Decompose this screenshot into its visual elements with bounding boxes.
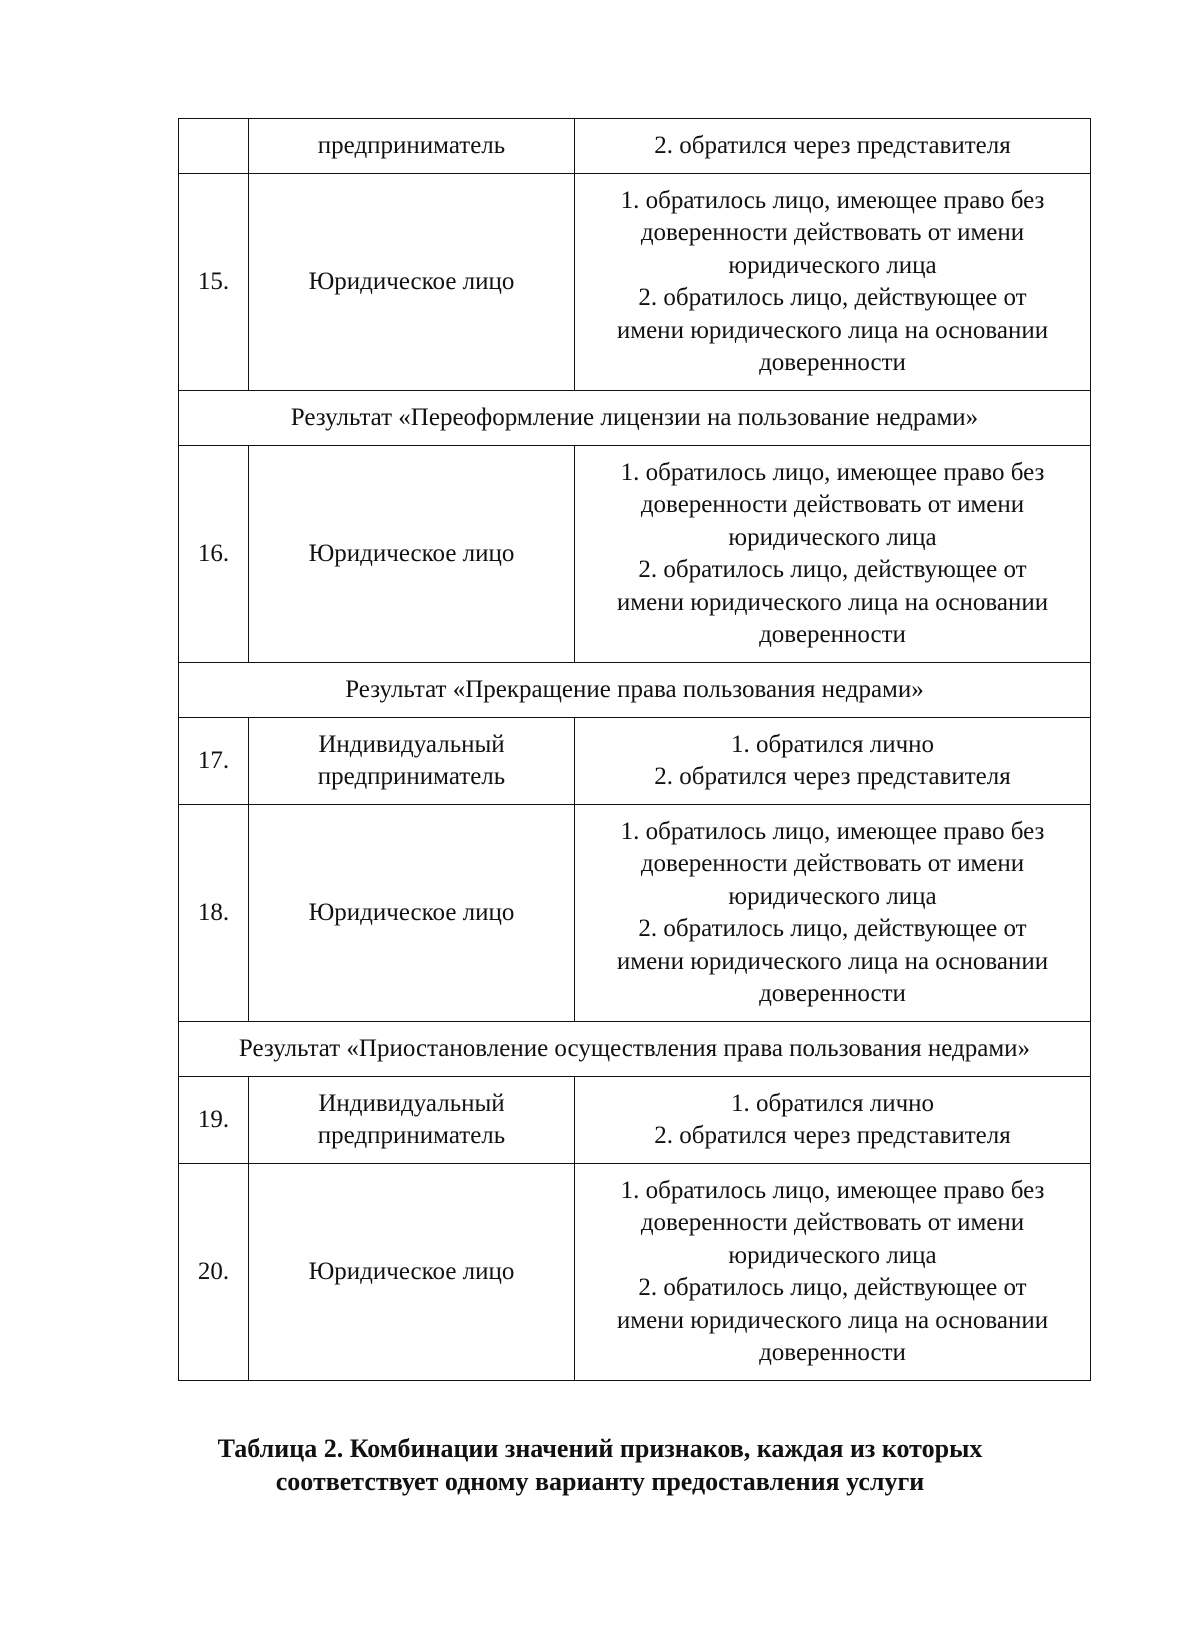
table-2-caption <box>0 1432 1200 1498</box>
applicant-type-cell <box>249 718 575 805</box>
applicant-type-line: Индивидуальный <box>318 1089 505 1117</box>
table-row <box>179 174 1091 391</box>
applicant-type-line: Юридическое лицо <box>308 898 515 926</box>
caption-line: Таблица 2. Комбинации значений признаков, каждая из которых <box>217 1434 983 1463</box>
applicant-type-line: предприниматель <box>317 763 506 790</box>
applicant-type-cell <box>249 446 575 663</box>
applicant-type-cell <box>249 119 575 174</box>
table-row <box>179 718 1091 805</box>
result-header-row <box>179 1022 1091 1077</box>
applicant-type-line: предприниматель <box>317 1122 506 1149</box>
application-method-line: 1. обратился лично <box>730 730 935 758</box>
application-method-line: 1. обратилось лицо, имеющее право без <box>620 186 1045 214</box>
application-method-cell <box>575 119 1091 174</box>
applicant-type-line: Юридическое лицо <box>308 1257 515 1285</box>
application-method-line: доверенности действовать от имени <box>640 850 1025 877</box>
application-method-line: доверенности <box>759 349 906 376</box>
table-row <box>179 805 1091 1022</box>
row-number-cell: 16. <box>179 446 249 663</box>
result-header-cell: Результат «Переоформление лицензии на пользование недрами» <box>179 391 1091 446</box>
application-method-cell <box>575 1164 1091 1381</box>
applicant-type-cell <box>249 805 575 1022</box>
application-method-line: доверенности действовать от имени <box>640 1209 1025 1236</box>
applicant-type-line: Юридическое лицо <box>308 539 515 567</box>
application-method-line: юридического лица <box>728 251 937 279</box>
application-method-line: 1. обратилось лицо, имеющее право без <box>620 817 1045 845</box>
application-method-cell <box>575 446 1091 663</box>
variants-table-body <box>179 119 1091 1381</box>
row-number-cell: 17. <box>179 718 249 805</box>
application-method-line: юридического лица <box>728 523 937 551</box>
application-method-cell <box>575 718 1091 805</box>
row-number-cell: 18. <box>179 805 249 1022</box>
variants-table <box>178 118 1091 1381</box>
applicant-type-cell <box>249 1164 575 1381</box>
row-number-cell: 20. <box>179 1164 249 1381</box>
row-number-cell <box>179 119 249 174</box>
application-method-cell <box>575 174 1091 391</box>
application-method-line: 2. обратилось лицо, действующее от <box>638 915 1027 942</box>
table-row <box>179 119 1091 174</box>
application-method-line: доверенности <box>759 621 906 648</box>
application-method-line: 2. обратился через представителя <box>654 763 1011 790</box>
application-method-line: 1. обратился лично <box>730 1089 935 1117</box>
row-number-cell: 19. <box>179 1077 249 1164</box>
application-method-line: 1. обратилось лицо, имеющее право без <box>620 458 1045 486</box>
applicant-type-cell <box>249 1077 575 1164</box>
applicant-type-line: предприниматель <box>317 131 506 159</box>
application-method-line: имени юридического лица на основании <box>616 316 1049 344</box>
result-header-cell: Результат «Приостановление осуществления права пользования недрами» <box>179 1022 1091 1077</box>
applicant-type-line: Юридическое лицо <box>308 267 515 295</box>
application-method-line: имени юридического лица на основании <box>616 588 1049 616</box>
applicant-type-cell <box>249 174 575 391</box>
table-row <box>179 1164 1091 1381</box>
application-method-line: юридического лица <box>728 882 937 910</box>
application-method-line: 2. обратился через представителя <box>654 131 1011 159</box>
row-number-cell: 15. <box>179 174 249 391</box>
application-method-line: доверенности действовать от имени <box>640 491 1025 518</box>
application-method-line: доверенности <box>759 1339 906 1366</box>
table-row <box>179 1077 1091 1164</box>
application-method-line: 2. обратился через представителя <box>654 1122 1011 1149</box>
application-method-line: 1. обратилось лицо, имеющее право без <box>620 1176 1045 1204</box>
application-method-cell <box>575 1077 1091 1164</box>
application-method-cell <box>575 805 1091 1022</box>
result-header-cell: Результат «Прекращение права пользования недрами» <box>179 663 1091 718</box>
application-method-line: имени юридического лица на основании <box>616 1306 1049 1334</box>
result-header-row <box>179 391 1091 446</box>
application-method-line: юридического лица <box>728 1241 937 1269</box>
result-header-row <box>179 663 1091 718</box>
application-method-line: 2. обратилось лицо, действующее от <box>638 556 1027 583</box>
application-method-line: 2. обратилось лицо, действующее от <box>638 1274 1027 1301</box>
application-method-line: доверенности действовать от имени <box>640 219 1025 246</box>
application-method-line: 2. обратилось лицо, действующее от <box>638 284 1027 311</box>
application-method-line: имени юридического лица на основании <box>616 947 1049 975</box>
caption-line: соответствует одному варианту предоставления услуги <box>275 1467 925 1496</box>
applicant-type-line: Индивидуальный <box>318 730 505 758</box>
table-row <box>179 446 1091 663</box>
application-method-line: доверенности <box>759 980 906 1007</box>
